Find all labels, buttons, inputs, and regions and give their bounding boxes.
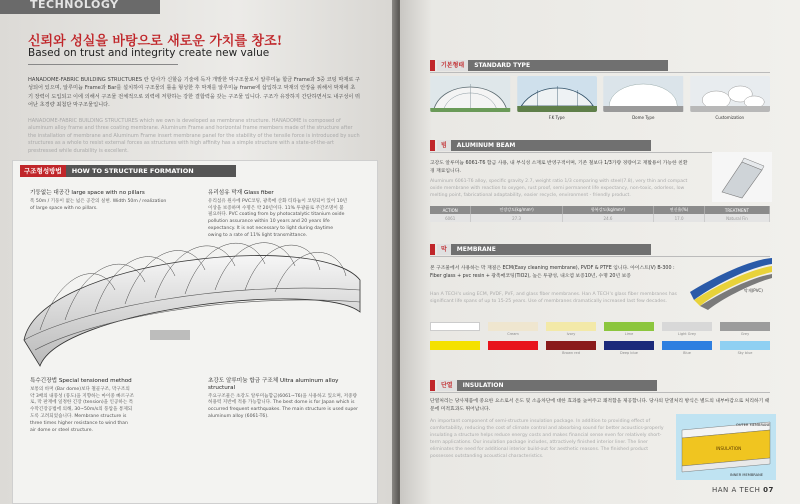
color-swatch xyxy=(662,341,712,356)
color-chip xyxy=(488,322,538,331)
beam-table-cell: 6061 xyxy=(430,214,471,222)
intro-english: HANADOME-FABRIC BUILDING STRUCTURES which we own is developed as membrane structure. HANADOME is composed of aluminum alloy frame and three coating membrane. Aluminum Frame and horizontal frame members made of the structure after the installation of membrane and Aluminum Frame insert membrane panel for the stability of the tensile force is introduced by such structures as a whole to resist external forces as structures with high affinity has a simple structure with a state-of-the-art prestressed while durability is excellent. xyxy=(28,118,360,154)
callout-alloy-title-kr: 초강도 알루미늄 합금 구조체 xyxy=(208,378,279,384)
beam-table-header: TREATMENT xyxy=(704,206,769,214)
callout-large-space-title-en: large space with no pillars xyxy=(71,190,145,196)
membrane-layers-image xyxy=(686,252,776,312)
membrane-text-english: Han A TECH's using ECM, PVDF, PVF, and glass fiber membranes. Han A TECH's glass fiber membranes has significant life spans of up to 15-25 years. Use of membranes dramatically increased last few decades. xyxy=(430,292,677,304)
callout-tension-body: 보통의 바머 (Bar dome)보다 철골구조, 막구조의 약 3배의 내풍성 (풍도)을 지향하는 마이중 빠르구조로, 막 판재에 일정한 긴장 (tension)을 인공하는 특수막긴장공법에 의해, 30~50m/s의 풍압을 통제되도록 고려되었습니다. Membrane structure is three times higher resistance to wind than air dome or steel structure. xyxy=(30,386,135,433)
color-swatch xyxy=(604,341,654,356)
dome-type-image xyxy=(603,76,684,112)
beam-table-cell: 27.3 xyxy=(471,214,562,222)
color-chip xyxy=(662,341,712,350)
beam-table-header: 인장강도(kg/mm²) xyxy=(471,206,562,214)
color-swatch xyxy=(720,341,770,356)
color-swatch xyxy=(488,341,538,356)
color-swatch xyxy=(662,322,712,337)
section-aluminum-beam xyxy=(430,140,651,151)
color-chip xyxy=(546,341,596,350)
membrane-pvc-label: 막재(PVC) xyxy=(744,288,763,293)
callout-alloy-body: 주요구조물은 초강도 알루미늄합금(6061~T6)을 사용하고 있으며, 저중량 허용력 지반에 적용 가능합니다. The best dome is for Japan which is occurred frequent earthquakes. The main structure is used super aluminum alloy (6061-T6). xyxy=(208,393,358,419)
color-swatch xyxy=(430,341,480,356)
color-chip xyxy=(720,322,770,331)
color-name: Ivory xyxy=(566,332,576,336)
callout-tension-title-kr: 특수긴장법 xyxy=(30,378,58,384)
color-chip xyxy=(546,322,596,331)
callout-alloy-title-en: Ultra aluminum alloy structural xyxy=(208,378,339,391)
color-chip xyxy=(430,341,480,350)
beam-table-cell: 24.6 xyxy=(562,214,653,222)
callout-large-space xyxy=(30,190,170,212)
color-chip xyxy=(604,322,654,331)
callout-glass-fiber-title-en: Glass fiber xyxy=(243,190,274,196)
section-membrane-kr: 막 xyxy=(437,244,451,255)
callout-aluminum-alloy xyxy=(208,378,358,421)
color-swatch xyxy=(546,322,596,337)
english-headline: Based on trust and integrity create new value xyxy=(28,47,270,59)
korean-headline: 신뢰와 성실을 바탕으로 새로운 가치를 창조! xyxy=(28,34,283,49)
section-standard-type xyxy=(430,60,668,71)
aluminum-beam-image xyxy=(712,152,772,202)
color-swatch xyxy=(604,322,654,337)
type-gallery xyxy=(430,76,770,126)
insulation-text-korean: 단열처리는 당사제품에 중요한 요소로서 온도 및 소음차단에 대한 효과를 높여주고 쾌적함을 제공합니다. 당사의 단열처리 방식은 별도의 내부마감으로 처리하기 때문에 미적효과도 뛰어납니다. xyxy=(430,399,770,412)
page-number: 07 xyxy=(763,486,774,494)
fk-type-image xyxy=(517,76,598,112)
formation-heading-kr: 구조형성방법 xyxy=(20,165,66,177)
section-standard-type-en: STANDARD TYPE xyxy=(468,60,668,71)
section-band xyxy=(0,0,160,14)
arched-frame-image xyxy=(430,76,511,112)
section-insulation-kr: 단열 xyxy=(437,380,457,391)
beam-table-cell: 17.0 xyxy=(654,214,705,222)
type-card-3 xyxy=(603,76,684,126)
type-caption-2: F.K Type xyxy=(548,115,565,120)
insulation-layers-image xyxy=(676,414,776,480)
color-name: Deep blue xyxy=(620,351,638,355)
beam-text-english: Aluminum 6061-T6 alloy, specific gravity 2.7, weight ratio 1/3 comparing with steel(7.8), very thin and compact oxide membrane with reaction to oxygen, rust proof, semi permanent life expectancy, non-toxic, odorless, low melting point, fabricational adaptability, easier recycle, environment - friendly product. xyxy=(430,179,688,198)
beam-table-header: ACTION xyxy=(430,206,471,214)
color-name: Sky blue xyxy=(737,351,753,355)
insulation-label: INSULATION xyxy=(716,446,742,451)
callout-tension-title-en: Special tensioned method xyxy=(58,378,132,384)
callout-glass-fiber-body: 유리섬유 원사에 PVC코팅, 광촉매 산화 티타늄이 코팅되어 있어 10년이상을 보증하며 수명은 약 20년이다. 11% 투광율로 주간조명이 불필요하다. PVC coating from by photocatalytic titanium oxide pollution assurance within 10 years and 20 years life expectancy. It is not necessary to light during daytime owing to a rate of 11% light transmittance. xyxy=(208,198,348,238)
beam-text-korean: 고강도 알루미늄 6061-T6 합금 사용, 내 부식성 소재로 반영구적이며, 기존 철보다 1/3가량 경량이고 재활용이 가능한 친환경 재료입니다. xyxy=(430,161,688,174)
color-chip xyxy=(488,341,538,350)
section-insulation-en: INSULATION xyxy=(457,380,657,391)
membrane-text-korean: 본 구조물에서 사용하는 막 재질은 ECM(Easy cleaning membrane), PVDF & PTFE 입니다. 아이스트(V) B-300 : Fiber glass + pvc resin + 광촉매코팅(TiO2), 높은 투광성, 내오염 보증10년, 수명 20년 보증 xyxy=(430,266,675,279)
membrane-color-swatches xyxy=(430,322,770,356)
color-chip xyxy=(662,322,712,331)
color-swatch xyxy=(430,322,480,337)
beam-spec-table xyxy=(430,206,770,222)
color-name: Light Grey xyxy=(677,332,697,336)
color-chip xyxy=(430,322,480,331)
color-swatch xyxy=(720,322,770,337)
page-footer xyxy=(712,486,774,494)
table-row xyxy=(430,214,770,222)
beam-table-header: 연신율(%) xyxy=(654,206,705,214)
inner-membrane-label: INNER MEMBRANE xyxy=(730,473,764,477)
section-band-label: TECHNOLOGY xyxy=(30,0,119,11)
color-chip xyxy=(720,341,770,350)
callout-large-space-title-kr: 기둥없는 대공간 xyxy=(30,190,70,196)
section-beam-en: ALUMINUM BEAM xyxy=(451,140,651,151)
dome-shell xyxy=(24,256,360,366)
color-name: Cream xyxy=(507,332,519,336)
section-insulation xyxy=(430,380,657,391)
insulation-text-english: An important component of semi-structure insulation package. In addition to providing effect of comfortability, reducing the cost of climate control and absorbing sound for better acoustics-properly insulating a structure helps reduce energy costs and makes financial sense even for relatively short-term applications. Our insulation package includes, attractively finished interior liner. The liner eliminates the need for additional interior build-out for aesthetic reasons. The finished product possesses outstanding acoustical characteristics. xyxy=(430,419,664,459)
type-card-1 xyxy=(430,76,511,126)
callout-glass-fiber-title-kr: 유리섬유 막재 xyxy=(208,190,243,196)
headline-divider xyxy=(28,64,178,65)
footer-brand: HAN A TECH xyxy=(712,486,761,494)
color-name: Brown red xyxy=(562,351,580,355)
color-name: Grey xyxy=(740,332,750,336)
formation-heading xyxy=(20,165,236,177)
formation-heading-en: HOW TO STRUCTURE FORMATION xyxy=(66,165,236,177)
color-swatch xyxy=(488,322,538,337)
section-beam-kr: 빔 xyxy=(437,140,451,151)
callout-special-tension xyxy=(30,378,135,434)
customization-image xyxy=(690,76,771,112)
color-name: Blue xyxy=(683,351,691,355)
section-membrane-en: MEMBRANE xyxy=(451,244,651,255)
color-chip xyxy=(604,341,654,350)
type-caption-3: Dome Type xyxy=(632,115,655,120)
type-card-2 xyxy=(517,76,598,126)
callout-large-space-body: 폭 50m / 기둥이 없는 넓은 공간의 실현. Width 50m / realization of large space with no pillars. xyxy=(30,198,167,211)
section-standard-type-kr: 기본형태 xyxy=(437,60,468,71)
color-swatch xyxy=(546,341,596,356)
color-name: Lime xyxy=(624,332,634,336)
type-card-4 xyxy=(690,76,771,126)
section-membrane xyxy=(430,244,651,255)
beam-table-cell: Natural Fin xyxy=(704,214,769,222)
beam-table-header: 항복강도(kg/mm²) xyxy=(562,206,653,214)
dome-structure-illustration xyxy=(20,220,366,370)
outer-membrane-label: OUTER MEMBRANE xyxy=(736,423,771,427)
type-caption-4: Customization xyxy=(715,115,745,120)
intro-korean: HANADOME-FABRIC BUILDING STRUCTURES 란 당사가 신할음 기술에 독자 개발한 막구조물로서 알루미늄 합금 Frame과 3중 코팅 막재로 구성되어 있으며, 알루미늄 Frame과 Bar를 설치하여 구조물의 틀을 형성한 후 막재를 알루미늄 frame에 삽입하고 막재의 안장을 위해서 막재에 초기 장력이 도입되고 이에 의해서 구조물 전체적으로 외력에 저항하는 강한 결합력을 갖는 구조물 입니다. 구조가 유장하지 간단하면서도 내구성이 뛰어난 초경량 최첨단 막구조물입니다. xyxy=(28,77,361,109)
